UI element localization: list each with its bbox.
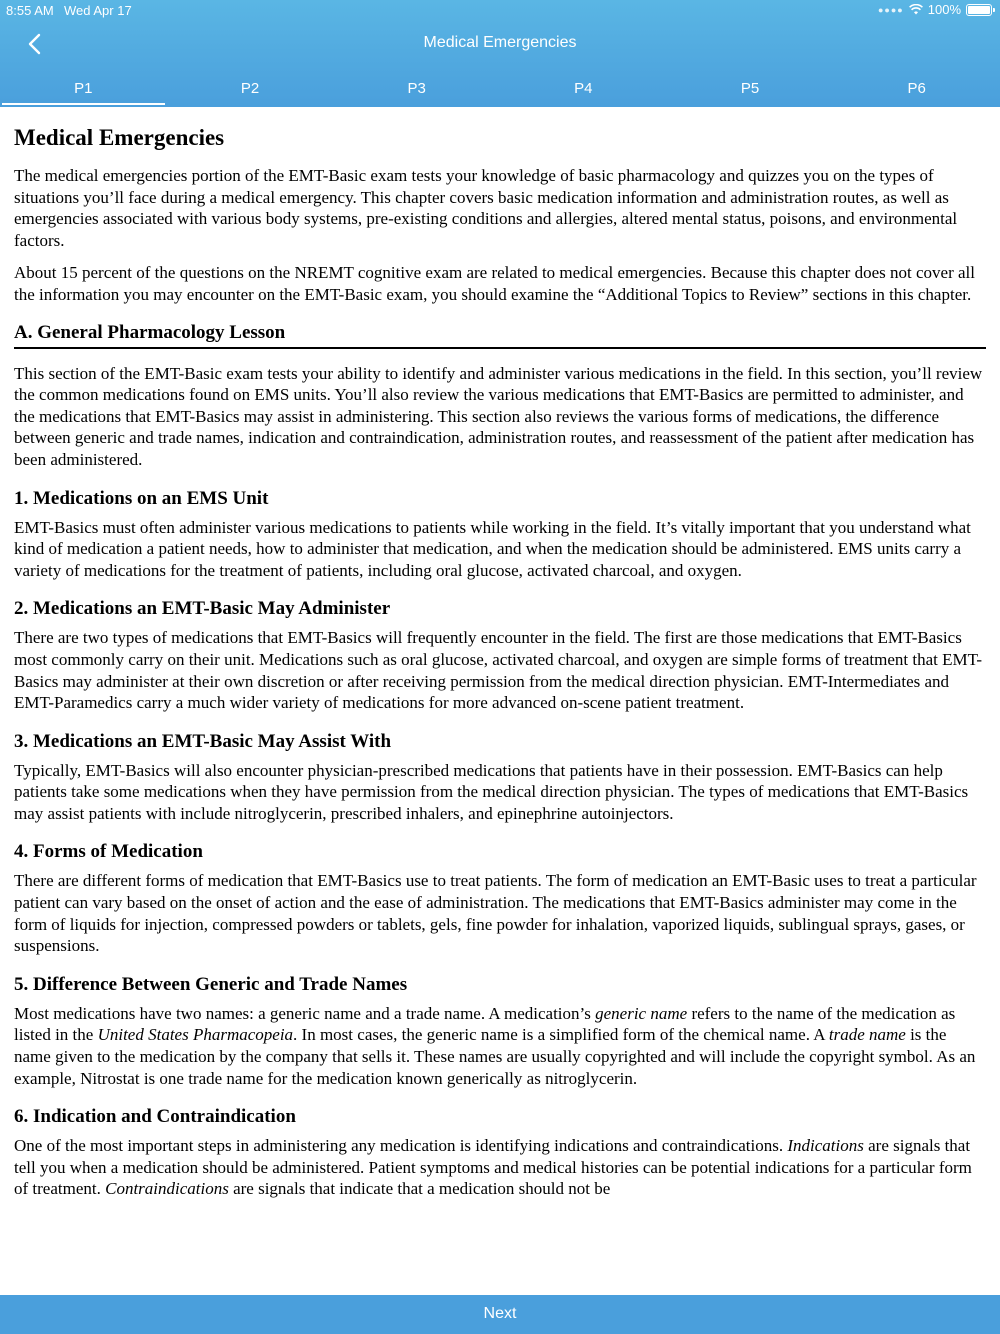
section-4-heading: 4. Forms of Medication [14,841,203,863]
section-3-heading: 3. Medications an EMT-Basic May Assist With [14,730,392,752]
italic-term: trade name [828,1025,906,1045]
tab-p4[interactable]: P4 [574,80,593,97]
text-run: Most medications have two names: a generic name and a trade name. A medication’s [14,1003,596,1023]
intro-paragraph-2: About 15 percent of the questions on the NREMT cognitive exam are related to medical emergencies. Because this chapter does not cover all the information you may encounter on the EMT-Basic exam, you should examine the “Additional Topics to Review” sections in this chapter. [14,263,975,304]
section-2-paragraph: There are two types of medications that EMT-Basics will frequently encounter in the field. The first are those medications that EMT-Basics most commonly carry on their unit. Medications such as oral glucose, activated charcoal, and oxygen are simple forms of treatment that EMT-Basics may administer at their own discretion or after receiving permission from the medical direction physician. EMT-Intermediates and EMT-Paramedics carry a much wider variety of medications for more advanced on-scene patient treatment. [14,628,983,713]
next-button[interactable]: Next [0,1295,1000,1334]
nav-title: Medical Emergencies [423,34,577,51]
tab-p2[interactable]: P2 [240,80,260,97]
italic-term: Contraindications [105,1179,229,1199]
text-run: refers to the name of the medication as listed in the [14,1003,956,1045]
tab-p6[interactable]: P6 [907,80,926,97]
section-6-paragraph [14,1135,986,1200]
section-5-paragraph [14,1003,986,1089]
wifi-icon [909,4,923,15]
italic-term: generic name [595,1003,688,1023]
section-6-heading: 6. Indication and Contraindication [14,1106,296,1128]
section-a-heading: A. General Pharmacology Lesson [14,322,986,349]
text-run: are signals that tell you when a medication should be administered. Patient symptoms and medical histories can be potential indications for a particular form of treatment. [14,1136,972,1199]
tab-p3[interactable]: P3 [407,80,426,97]
section-3-paragraph: Typically, EMT-Basics will also encounter physician-prescribed medications that patients have in their possession. EMT-Basics can help patients take some medications when they have permission from the medical direction physician. The types of medications that EMT-Basics may assist patients with include nitroglycerin, prescribed inhalers, and epinephrine autoinjectors. [14,760,969,823]
section-1-paragraph: EMT-Basics must often administer various medications to patients while working in the field. It’s vitally important that you understand what kind of medication a patient needs, how to administer that medication, and when the medication should be administered. EMS units carry a variety of medications for the treatment of patients, including oral glucose, activated charcoal, and oxygen. [14,517,971,580]
tab-p1[interactable]: P1 [0,70,167,107]
section-a-paragraph: This section of the EMT-Basic exam tests your ability to identify and administer various medications in the field. In this section, you’ll review the common medications found on EMS units. You’ll also review the various medications that EMT-Basics are permitted to administer, and the medications that EMT-Basics may assist in administering. This section also reviews the various forms of medications, the difference between generic and trade names, indication and contraindication, administration routes, and reassessment of the patient after medication has been administered. [14,363,983,469]
intro-paragraph-1: The medical emergencies portion of the EMT-Basic exam tests your knowledge of basic pharmacology and quizzes you on the types of situations you’ll face during a medical emergency. This chapter covers basic medication information and administration routes, as well as emergencies associated with various body systems, pre-existing conditions and allergies, altered mental status, poisons, and environmental factors. [14,166,958,250]
section-1-heading: 1. Medications on an EMS Unit [14,487,269,509]
battery-icon [966,4,992,16]
text-run: is the name given to the medication by the company that sells it. These names are usually copyrighted and will include the copyright symbol. As an example, Nitrostat is one trade name for the medication known generically as nitroglycerin. [14,1025,976,1088]
status-bar [0,0,1000,20]
text-run: One of the most important steps in administering any medication is identifying indications and contraindications. [14,1136,788,1156]
status-date: Wed Apr 17 [64,3,132,18]
nav-bar [0,20,1000,68]
article-title: Medical Emergencies [14,125,225,150]
section-2-heading: 2. Medications an EMT-Basic May Administer [14,598,391,620]
tab-p5[interactable]: P5 [740,80,760,97]
section-4-paragraph: There are different forms of medication that EMT-Basics use to treat patients. The form of medication an EMT-Basic uses to treat a particular patient can vary based on the onset of action and the ease of administration. The medications that EMT-Basics administer may come in the form of liquids for injection, compressed powders or tablets, gels, fine powder for inhalation, vaporized liquids, sublingual sprays, gases, or suspensions. [14,871,977,956]
text-run: are signals that indicate that a medication should not be [228,1179,611,1199]
battery-percent: 100% [927,2,961,17]
page-tabs [0,70,1000,107]
italic-term: United States Pharmacopeia [97,1025,294,1045]
text-run: . In most cases, the generic name is a simplified form of the chemical name. A [293,1025,829,1045]
top-bar [0,0,1000,107]
status-right [878,2,992,17]
section-5-heading: 5. Difference Between Generic and Trade Names [14,973,408,995]
italic-term: Indications [787,1136,864,1156]
signal-icon: ●●●● [878,4,904,15]
article-content[interactable] [14,107,986,1295]
status-time: 8:55 AM [6,3,54,18]
